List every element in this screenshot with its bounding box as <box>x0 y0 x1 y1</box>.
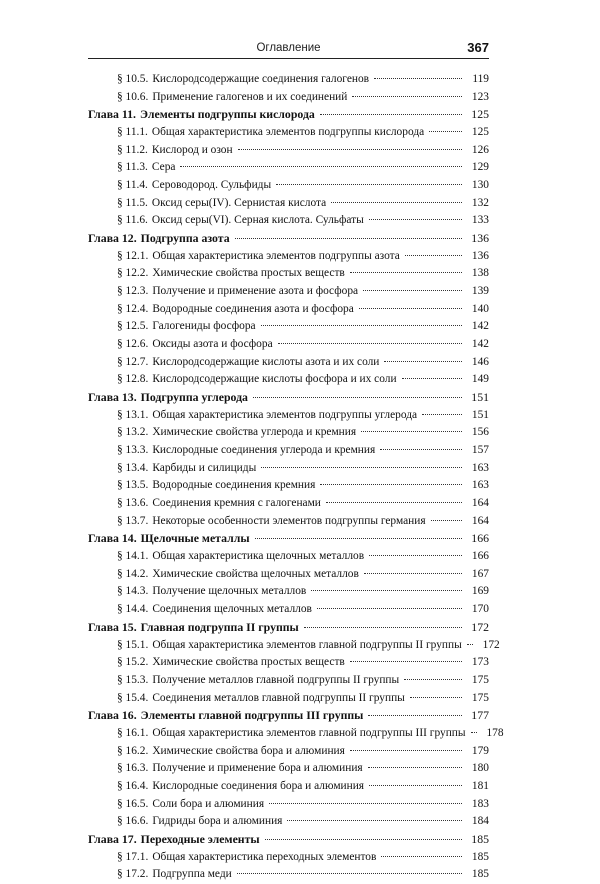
toc-entry-text <box>117 813 284 831</box>
toc-entry-number: § 11.1. <box>117 126 148 139</box>
toc-entry-title: Получение щелочных металлов <box>152 585 307 598</box>
dot-leader <box>317 608 462 609</box>
toc-chapter-entry[interactable] <box>88 530 489 548</box>
dot-leader <box>467 644 473 645</box>
toc-entry-text <box>117 583 308 601</box>
toc-section-entry[interactable] <box>88 354 489 372</box>
toc-entry-number: § 12.8. <box>117 373 149 386</box>
toc-entry-text <box>117 778 366 796</box>
toc-entry-title: Гидриды бора и алюминия <box>152 815 283 828</box>
toc-entry-page: 184 <box>471 815 489 828</box>
toc-entry-page: 129 <box>471 161 489 174</box>
toc-entry-number: § 16.3. <box>117 762 149 775</box>
toc-entry-page: 175 <box>471 673 489 686</box>
toc-section-entry[interactable] <box>88 566 489 584</box>
toc-entry-number: § 16.6. <box>117 815 149 828</box>
toc-entry-number: § 13.3. <box>117 444 149 457</box>
toc-chapter-entry[interactable] <box>88 389 489 407</box>
toc-section-entry[interactable] <box>88 318 489 336</box>
toc-entry-text <box>88 230 232 248</box>
toc-entry-title: Получение и применение бора и алюминия <box>152 762 363 775</box>
toc-entry-title: Элементы главной подгруппы III группы <box>140 708 364 723</box>
toc-entry-title: Общая характеристика щелочных металлов <box>152 550 365 563</box>
dot-leader <box>374 78 462 79</box>
toc-entry-title: Химические свойства щелочных металлов <box>152 567 359 580</box>
toc-entry-number: § 15.4. <box>117 691 149 704</box>
toc-section-entry[interactable] <box>88 159 489 177</box>
toc-entry-text <box>117 159 177 177</box>
dot-leader <box>364 573 462 574</box>
toc-entry-number: § 11.3. <box>117 161 148 174</box>
toc-entry-text <box>117 690 407 708</box>
toc-entry-page: 126 <box>471 143 489 156</box>
toc-entry-number: § 13.4. <box>117 461 149 474</box>
toc-entry-text <box>117 283 360 301</box>
dot-leader <box>405 255 462 256</box>
toc-entry-page: 136 <box>471 231 489 246</box>
toc-entry-title: Сероводород. Сульфиды <box>151 179 272 192</box>
toc-entry-title: Получение и применение азота и фосфора <box>152 285 359 298</box>
toc-entry-text <box>88 619 301 637</box>
toc-entry-number: § 13.7. <box>117 514 149 527</box>
toc-chapter-entry[interactable] <box>88 230 489 248</box>
toc-entry-number: § 12.2. <box>117 267 149 280</box>
dot-leader <box>352 96 462 97</box>
toc-entry-number: § 10.6. <box>117 90 149 103</box>
toc-entry-page: 185 <box>471 831 489 846</box>
toc-section-entry[interactable] <box>88 248 489 266</box>
toc-entry-number: § 11.2. <box>117 143 148 156</box>
dot-leader <box>422 414 462 415</box>
dot-leader <box>368 767 462 768</box>
toc-chapter-entry[interactable] <box>88 707 489 725</box>
dot-leader <box>235 238 462 239</box>
toc-entry-number: § 11.6. <box>117 214 148 227</box>
toc-entry-page: 132 <box>471 196 489 209</box>
toc-entry-page: 125 <box>471 107 489 122</box>
toc-section-entry[interactable] <box>88 849 489 867</box>
toc-entry-text <box>117 177 273 195</box>
toc-entry-title: Применение галогенов и их соединений <box>152 90 348 103</box>
toc-entry-page: 163 <box>471 461 489 474</box>
dot-leader <box>326 502 462 503</box>
dot-leader <box>369 219 462 220</box>
toc-entry-text <box>88 707 365 725</box>
toc-entry-text <box>117 672 401 690</box>
toc-entry-title: Оксид серы(VI). Серная кислота. Сульфаты <box>151 214 364 227</box>
toc-entry-number: § 14.1. <box>117 550 149 563</box>
toc-entry-text <box>117 371 399 389</box>
toc-section-entry[interactable] <box>88 301 489 319</box>
toc-entry-number: § 11.5. <box>117 196 148 209</box>
toc-entry-page: 167 <box>471 567 489 580</box>
toc-entry-title: Водородные соединения азота и фосфора <box>152 302 354 315</box>
toc-section-entry[interactable] <box>88 407 489 425</box>
toc-entry-number: § 12.7. <box>117 355 149 368</box>
toc-entry-text <box>117 566 361 584</box>
dot-leader <box>471 732 477 733</box>
toc-entry-page: 164 <box>471 497 489 510</box>
dot-leader <box>276 184 462 185</box>
toc-entry-text <box>117 637 464 655</box>
toc-entry-page: 185 <box>471 850 489 863</box>
dot-leader <box>380 449 462 450</box>
toc-entry-title: Кислородные соединения бора и алюминия <box>152 779 365 792</box>
toc-entry-text <box>117 725 468 743</box>
toc-entry-title: Оксид серы(IV). Сернистая кислота <box>151 196 327 209</box>
toc-entry-text <box>117 424 358 442</box>
toc-entry-text <box>117 495 323 513</box>
toc-section-entry[interactable] <box>88 89 489 107</box>
toc-section-entry[interactable] <box>88 442 489 460</box>
dot-leader <box>361 431 462 432</box>
toc-section-entry[interactable] <box>88 71 489 89</box>
toc-entry-page: 142 <box>471 320 489 333</box>
dot-leader <box>402 378 462 379</box>
toc-section-entry[interactable] <box>88 548 489 566</box>
toc-entry-page: 170 <box>471 603 489 616</box>
toc-entry-text <box>117 195 328 213</box>
toc-entry-number: Глава 14. <box>88 531 137 546</box>
page-header <box>88 40 489 59</box>
toc-section-entry[interactable] <box>88 601 489 619</box>
toc-entry-number: § 15.1. <box>117 638 149 651</box>
dot-leader <box>384 361 462 362</box>
toc-entry-page: 180 <box>471 762 489 775</box>
toc-entry-text <box>117 318 258 336</box>
toc-entry-page: 185 <box>471 868 489 881</box>
toc-entry-text <box>117 265 347 283</box>
toc-section-entry[interactable] <box>88 654 489 672</box>
toc-entry-page: 151 <box>471 408 489 421</box>
toc-entry-page: 183 <box>471 797 489 810</box>
toc-section-entry[interactable] <box>88 477 489 495</box>
toc-entry-page: 146 <box>471 355 489 368</box>
toc-entry-page: 136 <box>471 249 489 262</box>
toc-entry-number: Глава 17. <box>88 831 137 846</box>
toc-entry-page: 164 <box>471 514 489 527</box>
toc-entry-number: Глава 13. <box>88 390 137 405</box>
toc-entry-number: Глава 12. <box>88 231 137 246</box>
toc-entry-title: Карбиды и силициды <box>152 461 257 474</box>
toc-entry-number: Глава 16. <box>88 708 137 723</box>
toc-entry-title: Оксиды азота и фосфора <box>152 338 273 351</box>
toc-entry-number: Глава 11. <box>88 107 137 122</box>
toc-entry-text <box>117 336 275 354</box>
toc-section-entry[interactable] <box>88 866 489 884</box>
toc-entry-title: Соединения металлов главной подгруппы II группы <box>152 691 405 704</box>
toc-entry-page: 179 <box>471 744 489 757</box>
toc-entry-number: § 14.3. <box>117 585 149 598</box>
toc-entry-title: Галогениды фосфора <box>152 320 256 333</box>
toc-entry-page: 181 <box>471 779 489 792</box>
toc-entry-title: Химические свойства простых веществ <box>152 267 345 280</box>
toc-entry-title: Подгруппа углерода <box>140 390 248 405</box>
dot-leader <box>429 131 462 132</box>
toc-section-entry[interactable] <box>88 760 489 778</box>
toc-entry-title: Щелочные металлы <box>140 531 250 546</box>
toc-entry-number: § 12.5. <box>117 320 149 333</box>
toc-section-entry[interactable] <box>88 495 489 513</box>
toc-entry-number: § 12.4. <box>117 302 149 315</box>
toc-entry-page: 133 <box>471 214 489 227</box>
toc-section-entry[interactable] <box>88 177 489 195</box>
toc-entry-number: § 16.5. <box>117 797 149 810</box>
toc-entry-number: § 12.1. <box>117 249 149 262</box>
toc-entry-page: 172 <box>482 638 500 651</box>
toc-section-entry[interactable] <box>88 142 489 160</box>
dot-leader <box>269 803 462 804</box>
toc-section-entry[interactable] <box>88 672 489 690</box>
toc-chapter-entry[interactable] <box>88 831 489 849</box>
toc-section-entry[interactable] <box>88 265 489 283</box>
toc-section-entry[interactable] <box>88 778 489 796</box>
dot-leader <box>381 856 462 857</box>
toc-section-entry[interactable] <box>88 637 500 655</box>
toc-entry-page: 172 <box>471 619 489 634</box>
toc-entry-page: 119 <box>472 73 489 85</box>
toc-entry-title: Соединения кремния с галогенами <box>152 497 321 510</box>
toc-section-entry[interactable] <box>88 212 489 230</box>
toc-chapter-entry[interactable] <box>88 106 489 124</box>
toc-entry-number: § 10.5. <box>117 73 149 85</box>
dot-leader <box>278 343 462 344</box>
toc-entry-title: Элементы подгруппы кислорода <box>140 107 315 122</box>
toc-entry-text <box>88 106 317 124</box>
toc-entry-page: 169 <box>471 585 489 598</box>
toc-entry-page: 156 <box>471 426 489 439</box>
toc-entry-page: 139 <box>471 285 489 298</box>
toc-entry-title: Некоторые особенности элементов подгруппы германия <box>152 514 426 527</box>
toc-entry-text <box>117 796 266 814</box>
toc-entry-text <box>117 354 381 372</box>
toc-section-entry[interactable] <box>88 124 489 142</box>
toc-entry-title: Кислородсодержащие кислоты фосфора и их соли <box>152 373 397 386</box>
toc-entry-page: 138 <box>471 267 489 280</box>
toc-entry-page: 163 <box>471 479 489 492</box>
toc-entry-title: Кислородсодержащие кислоты азота и их соли <box>152 355 380 368</box>
page-number: 367 <box>467 40 489 55</box>
toc-section-entry[interactable] <box>88 336 489 354</box>
toc-entry-number: Глава 15. <box>88 619 137 634</box>
toc-entry-title: Сера <box>151 161 176 174</box>
toc-entry-number: § 13.6. <box>117 497 149 510</box>
toc-entry-text <box>117 654 347 672</box>
toc-entry-title: Переходные элементы <box>140 831 260 846</box>
dot-leader <box>261 325 462 326</box>
toc-entry-page: 125 <box>471 126 489 139</box>
table-of-contents <box>88 71 504 884</box>
toc-section-entry[interactable] <box>88 690 489 708</box>
dot-leader <box>265 839 462 840</box>
toc-entry-text <box>117 849 378 867</box>
toc-entry-text <box>88 530 252 548</box>
toc-entry-title: Подгруппа азота <box>140 231 230 246</box>
toc-entry-title: Кислородные соединения углерода и кремния <box>152 444 376 457</box>
toc-entry-number: § 11.4. <box>117 179 148 192</box>
toc-entry-page: 175 <box>471 691 489 704</box>
toc-section-entry[interactable] <box>88 424 489 442</box>
toc-entry-text <box>117 212 366 230</box>
toc-entry-title: Кислородсодержащие соединения галогенов <box>152 73 370 85</box>
toc-entry-page: 149 <box>471 373 489 386</box>
toc-entry-number: § 15.2. <box>117 656 149 669</box>
toc-entry-number: § 14.2. <box>117 567 149 580</box>
dot-leader <box>287 820 462 821</box>
dot-leader <box>304 627 462 628</box>
toc-entry-title: Водородные соединения кремния <box>152 479 316 492</box>
toc-entry-number: § 15.3. <box>117 673 149 686</box>
toc-entry-title: Химические свойства углерода и кремния <box>152 426 357 439</box>
toc-entry-title: Общая характеристика переходных элементов <box>152 850 377 863</box>
running-title: Оглавление <box>256 42 321 54</box>
toc-entry-title: Общая характеристика элементов главной подгруппы II группы <box>152 638 462 651</box>
toc-section-entry[interactable] <box>88 743 489 761</box>
toc-entry-page: 157 <box>471 444 489 457</box>
toc-section-entry[interactable] <box>88 813 489 831</box>
dot-leader <box>237 873 462 874</box>
dot-leader <box>253 397 462 398</box>
toc-entry-text <box>117 124 426 142</box>
toc-entry-text <box>117 601 314 619</box>
toc-entry-title: Получение металлов главной подгруппы II группы <box>152 673 400 686</box>
toc-entry-number: § 12.3. <box>117 285 149 298</box>
toc-entry-number: § 14.4. <box>117 603 149 616</box>
toc-entry-page: 140 <box>471 302 489 315</box>
toc-entry-page: 142 <box>471 338 489 351</box>
toc-section-entry[interactable] <box>88 583 489 601</box>
toc-entry-title: Общая характеристика элементов подгруппы кислорода <box>151 126 425 139</box>
dot-leader <box>180 166 462 167</box>
toc-entry-text <box>117 548 366 566</box>
toc-entry-text <box>88 389 250 407</box>
dot-leader <box>359 308 462 309</box>
toc-entry-number: § 16.1. <box>117 726 149 739</box>
toc-entry-title: Подгруппа меди <box>152 868 232 881</box>
toc-entry-title: Химические свойства бора и алюминия <box>152 744 345 757</box>
toc-entry-title: Соли бора и алюминия <box>152 797 265 810</box>
toc-entry-title: Кислород и озон <box>151 143 233 156</box>
dot-leader <box>320 484 462 485</box>
dot-leader <box>431 520 462 521</box>
dot-leader <box>368 715 462 716</box>
dot-leader <box>311 590 462 591</box>
toc-entry-text <box>117 248 402 266</box>
toc-entry-text <box>117 407 419 425</box>
toc-entry-text <box>117 89 349 107</box>
toc-entry-text <box>117 760 365 778</box>
toc-entry-text <box>117 743 347 761</box>
dot-leader <box>350 272 462 273</box>
toc-entry-number: § 16.4. <box>117 779 149 792</box>
toc-entry-text <box>88 831 262 849</box>
toc-entry-page: 130 <box>471 179 489 192</box>
toc-entry-text <box>117 142 235 160</box>
toc-section-entry[interactable] <box>88 460 489 478</box>
toc-entry-page: 177 <box>471 708 489 723</box>
toc-entry-page: 173 <box>471 656 489 669</box>
toc-entry-text <box>117 301 356 319</box>
dot-leader <box>369 785 462 786</box>
toc-entry-text <box>117 477 317 495</box>
dot-leader <box>350 661 462 662</box>
toc-entry-number: § 12.6. <box>117 338 149 351</box>
toc-entry-number: § 13.1. <box>117 408 149 421</box>
dot-leader <box>255 538 462 539</box>
toc-entry-title: Общая характеристика элементов главной подгруппы III группы <box>152 726 466 739</box>
toc-section-entry[interactable] <box>88 195 489 213</box>
dot-leader <box>410 697 462 698</box>
toc-entry-text <box>117 460 258 478</box>
toc-entry-title: Общая характеристика элементов подгруппы азота <box>152 249 400 262</box>
toc-entry-number: § 17.2. <box>117 868 149 881</box>
dot-leader <box>320 114 462 115</box>
toc-section-entry[interactable] <box>88 725 504 743</box>
dot-leader <box>331 202 462 203</box>
toc-section-entry[interactable] <box>88 283 489 301</box>
toc-entry-text <box>117 442 377 460</box>
toc-section-entry[interactable] <box>88 371 489 389</box>
toc-entry-page: 166 <box>471 550 489 563</box>
toc-entry-title: Химические свойства простых веществ <box>152 656 345 669</box>
toc-entry-number: § 17.1. <box>117 850 149 863</box>
toc-entry-number: § 13.2. <box>117 426 149 439</box>
dot-leader <box>238 149 462 150</box>
toc-entry-text <box>117 866 234 884</box>
toc-entry-page: 166 <box>471 531 489 546</box>
toc-section-entry[interactable] <box>88 513 489 531</box>
toc-entry-number: § 16.2. <box>117 744 149 757</box>
toc-entry-number: § 13.5. <box>117 479 149 492</box>
dot-leader <box>261 467 462 468</box>
toc-entry-title: Главная подгруппа II группы <box>140 619 299 634</box>
dot-leader <box>369 555 462 556</box>
toc-section-entry[interactable] <box>88 796 489 814</box>
toc-entry-page: 178 <box>486 726 504 739</box>
toc-entry-text <box>117 71 371 89</box>
toc-chapter-entry[interactable] <box>88 619 489 637</box>
dot-leader <box>404 679 462 680</box>
toc-entry-text <box>117 513 428 531</box>
toc-entry-title: Общая характеристика элементов подгруппы углерода <box>152 408 418 421</box>
dot-leader <box>363 290 462 291</box>
toc-entry-page: 151 <box>471 390 489 405</box>
toc-entry-title: Соединения щелочных металлов <box>152 603 312 616</box>
toc-entry-page: 123 <box>471 90 489 103</box>
